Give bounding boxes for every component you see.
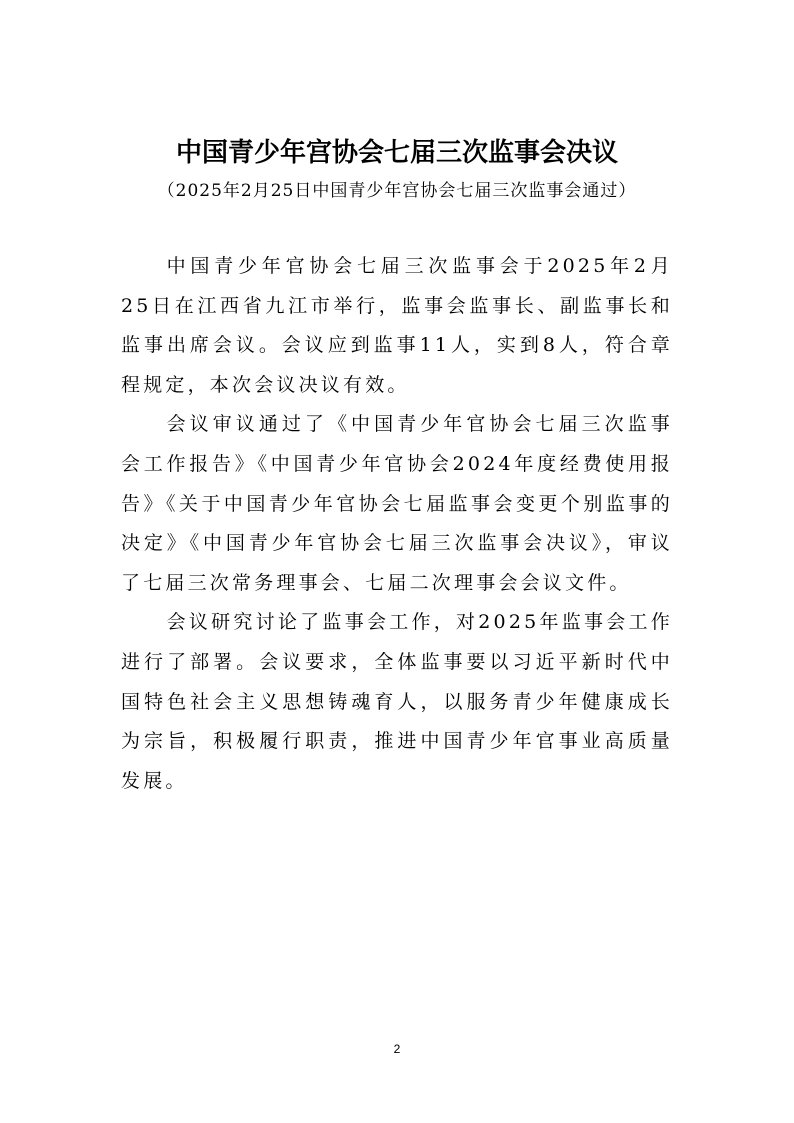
paragraph-meeting-info: 中国青少年官协会七届三次监事会于2025年2月25日在江西省九江市举行，监事会监事长、副监事长和监事出席会议。会议应到监事11人，实到8人，符合章程规定，本次会议决议有效。 [121, 255, 673, 396]
paragraph-reports-reviewed: 会议审议通过了《中国青少年官协会七届三次监事会工作报告》《中国青少年官协会2024年度经费使用报告》《关于中国青少年官协会七届监事会变更个别监事的决定》《中国青少年官协会七届三次监事会决议》，审议了七届三次常务理事会、七届二次理事会会议文件。 [121, 413, 673, 594]
paragraph-work-deployment: 会议研究讨论了监事会工作，对2025年监事会工作进行了部署。会议要求，全体监事要以习近平新时代中国特色社会主义思想铸魂育人，以服务青少年健康成长为宗旨，积极履行职责，推进中国青少年官事业高质量发展。 [121, 611, 673, 792]
page-number: 2 [393, 1042, 401, 1056]
document-subtitle: （2025年2月25日中国青少年宫协会七届三次监事会通过） [157, 181, 637, 201]
document-body [121, 247, 673, 801]
document-title: 中国青少年宫协会七届三次监事会决议 [175, 138, 618, 168]
